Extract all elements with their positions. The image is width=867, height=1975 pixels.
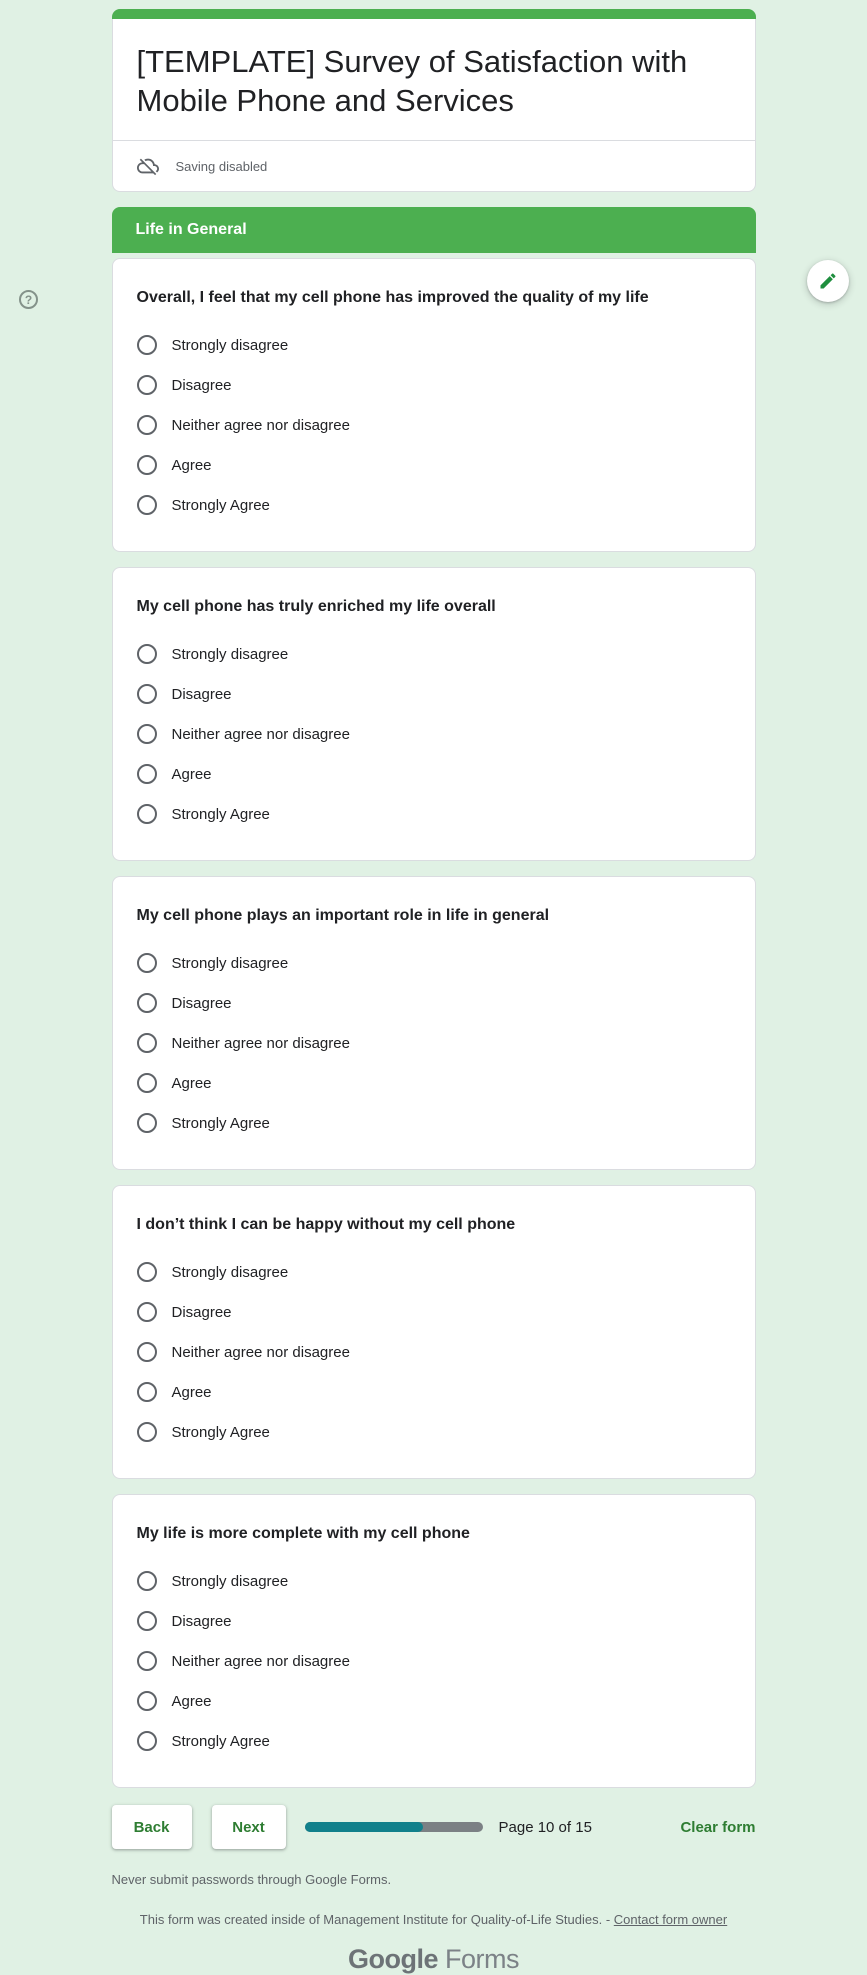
radio-option[interactable] [137,405,731,445]
pencil-icon [818,271,838,291]
radio-button-icon[interactable] [137,455,157,475]
radio-option[interactable] [137,485,731,525]
radio-button-icon[interactable] [137,495,157,515]
password-warning: Never submit passwords through Google Forms. [111,1872,392,1887]
radio-option-label: Disagree [171,376,232,394]
question-title: I don’t think I can be happy without my cell phone [136,1216,516,1233]
radio-option[interactable] [137,1412,731,1452]
form-navigation [112,1805,756,1849]
radio-option-label: Strongly disagree [171,954,289,972]
radio-option-label: Agree [171,1383,212,1401]
radio-option-label: Agree [171,456,212,474]
cloud-off-icon [137,155,159,177]
radio-option-label: Disagree [171,1303,232,1321]
radio-option[interactable] [137,634,731,674]
radio-button-icon[interactable] [137,804,157,824]
page-status: Page 10 of 15 [498,1818,592,1836]
saving-status-label: Saving disabled [175,158,268,174]
radio-option-label: Strongly Agree [171,1114,270,1132]
radio-button-icon[interactable] [137,375,157,395]
radio-option[interactable] [137,1292,731,1332]
radio-option[interactable] [137,1681,731,1721]
saving-status-row [113,140,755,191]
options-list [137,1561,731,1761]
google-wordmark: Google [348,1944,438,1974]
radio-option-label: Strongly Agree [171,496,270,514]
radio-option[interactable] [137,794,731,834]
options-list [137,1252,731,1452]
radio-option[interactable] [137,754,731,794]
radio-option[interactable] [137,983,731,1023]
radio-option[interactable] [137,1601,731,1641]
radio-option-label: Agree [171,1692,212,1710]
radio-button-icon[interactable] [137,724,157,744]
radio-option-label: Disagree [171,1612,232,1630]
radio-option-label: Disagree [171,685,232,703]
question-mark-icon: ? [24,292,33,307]
form-title-card [112,9,756,192]
section-title: Life in General [135,221,247,238]
radio-option[interactable] [137,1561,731,1601]
radio-option[interactable] [137,674,731,714]
radio-button-icon[interactable] [137,1731,157,1751]
radio-option-label: Neither agree nor disagree [171,1343,350,1361]
options-list [137,325,731,525]
question-card [112,1185,756,1479]
radio-option[interactable] [137,445,731,485]
radio-option-label: Neither agree nor disagree [171,725,350,743]
radio-button-icon[interactable] [137,1651,157,1671]
radio-option[interactable] [137,1721,731,1761]
radio-button-icon[interactable] [137,644,157,664]
forms-wordmark: Forms [445,1944,519,1974]
radio-option[interactable] [137,1023,731,1063]
radio-option[interactable] [137,1103,731,1143]
radio-option-label: Agree [171,765,212,783]
radio-button-icon[interactable] [137,953,157,973]
radio-option-label: Strongly disagree [171,336,289,354]
options-list [137,634,731,834]
radio-option-label: Strongly Agree [171,1732,270,1750]
contact-form-owner-link[interactable]: Contact form owner [613,1912,728,1927]
radio-option[interactable] [137,365,731,405]
radio-button-icon[interactable] [137,1302,157,1322]
progress-fill [305,1822,424,1832]
radio-option-label: Neither agree nor disagree [171,1652,350,1670]
next-button[interactable]: Next [212,1805,286,1849]
questions-container [112,258,756,1788]
radio-button-icon[interactable] [137,1611,157,1631]
clear-form-link[interactable]: Clear form [680,1818,756,1836]
edit-form-button[interactable] [807,260,849,302]
question-card [112,567,756,861]
radio-button-icon[interactable] [137,1113,157,1133]
radio-option[interactable] [137,943,731,983]
created-notice: This form was created inside of Management Institute for Quality-of-Life Studies. - Contact form owner [139,1912,728,1927]
question-title: My life is more complete with my cell phone [136,1525,470,1542]
radio-button-icon[interactable] [137,1571,157,1591]
radio-button-icon[interactable] [137,993,157,1013]
radio-option-label: Agree [171,1074,212,1092]
radio-button-icon[interactable] [137,1691,157,1711]
radio-option[interactable] [137,1372,731,1412]
radio-option-label: Disagree [171,994,232,1012]
form-title: [TEMPLATE] Survey of Satisfaction with Mobile Phone and Services [136,44,688,118]
radio-button-icon[interactable] [137,1342,157,1362]
radio-option-label: Strongly disagree [171,645,289,663]
radio-option[interactable] [137,714,731,754]
progress-bar [305,1822,483,1832]
question-card [112,876,756,1170]
radio-option[interactable] [137,1332,731,1372]
theme-accent-bar [112,9,756,19]
radio-button-icon[interactable] [137,1033,157,1053]
help-button[interactable] [19,290,38,309]
back-button[interactable]: Back [112,1805,192,1849]
radio-button-icon[interactable] [137,764,157,784]
radio-option-label: Strongly disagree [171,1263,289,1281]
radio-option-label: Strongly Agree [171,805,270,823]
radio-option[interactable] [137,325,731,365]
question-title: My cell phone has truly enriched my life overall [136,598,496,615]
form-column [112,0,756,1975]
radio-option-label: Neither agree nor disagree [171,1034,350,1052]
radio-button-icon[interactable] [137,684,157,704]
question-card [112,1494,756,1788]
section-header [112,207,756,253]
question-title: My cell phone plays an important role in life in general [136,907,550,924]
radio-option[interactable] [137,1252,731,1292]
radio-option[interactable] [137,1063,731,1103]
radio-button-icon[interactable] [137,1073,157,1093]
options-list [137,943,731,1143]
radio-button-icon[interactable] [137,1422,157,1442]
question-title: Overall, I feel that my cell phone has improved the quality of my life [136,289,649,306]
radio-button-icon[interactable] [137,1382,157,1402]
radio-button-icon[interactable] [137,415,157,435]
question-card [112,258,756,552]
radio-option-label: Neither agree nor disagree [171,416,350,434]
google-forms-logo [112,1944,756,1975]
radio-option-label: Strongly disagree [171,1572,289,1590]
radio-button-icon[interactable] [137,335,157,355]
radio-option-label: Strongly Agree [171,1423,270,1441]
radio-button-icon[interactable] [137,1262,157,1282]
radio-option[interactable] [137,1641,731,1681]
